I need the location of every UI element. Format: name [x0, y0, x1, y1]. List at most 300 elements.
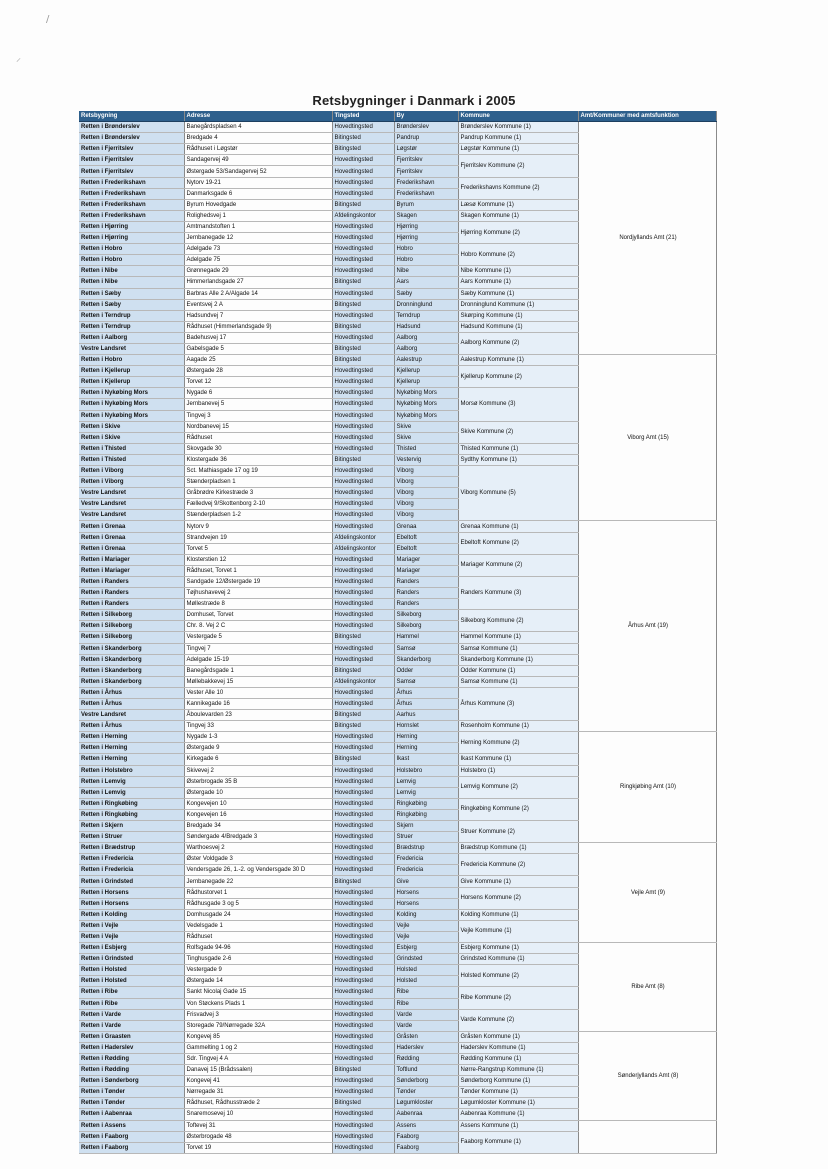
city-cell: Fjerritslev	[394, 166, 458, 177]
city-cell: Århus	[394, 698, 458, 709]
city-cell: Aalestrup	[394, 355, 458, 366]
address-cell: Tingvej 33	[184, 721, 332, 732]
tingsted-cell: Hovedtingsted	[332, 898, 394, 909]
building-cell: Retten i Grindsted	[79, 954, 184, 965]
address-cell: Nytorv 9	[184, 521, 332, 532]
city-cell: Esbjerg	[394, 943, 458, 954]
tingsted-cell: Hovedtingsted	[332, 1076, 394, 1087]
tingsted-cell: Hovedtingsted	[332, 987, 394, 998]
kommune-cell: Grindsted Kommune (1)	[458, 954, 578, 965]
kommune-cell: Sydthy Kommune (1)	[458, 454, 578, 465]
city-cell: Kjellerup	[394, 366, 458, 377]
building-cell: Retten i Silkeborg	[79, 621, 184, 632]
address-cell: Østerbrogade 35 B	[184, 776, 332, 787]
city-cell: Pandrup	[394, 133, 458, 144]
building-cell: Retten i Kjellerup	[79, 377, 184, 388]
address-cell: Gråbrødre Kirkestræde 3	[184, 488, 332, 499]
building-cell: Retten i Herning	[79, 754, 184, 765]
address-cell: Øster Voldgade 3	[184, 854, 332, 865]
kommune-cell: Ribe Kommune (2)	[458, 987, 578, 1009]
address-cell: Adelgade 15-19	[184, 654, 332, 665]
address-cell: Skovgade 30	[184, 443, 332, 454]
building-cell: Retten i Tønder	[79, 1098, 184, 1109]
address-cell: Domhusgade 24	[184, 909, 332, 920]
city-cell: Toftlund	[394, 1065, 458, 1076]
building-cell: Retten i Grenaa	[79, 521, 184, 532]
address-cell: Østergade 53/Sandagervej 52	[184, 166, 332, 177]
address-cell: Adelgade 73	[184, 244, 332, 255]
tingsted-cell: Bitingsted	[332, 321, 394, 332]
city-cell: Fjerritslev	[394, 155, 458, 166]
address-cell: Rådhuset	[184, 432, 332, 443]
city-cell: Byrum	[394, 199, 458, 210]
building-cell: Retten i Thisted	[79, 454, 184, 465]
building-cell: Retten i Skanderborg	[79, 654, 184, 665]
address-cell: Badehusvej 17	[184, 332, 332, 343]
building-cell: Retten i Struer	[79, 832, 184, 843]
building-cell: Retten i Randers	[79, 588, 184, 599]
address-cell: Rolfsgade 94-96	[184, 943, 332, 954]
tingsted-cell: Hovedtingsted	[332, 809, 394, 820]
address-cell: Tingvej 3	[184, 410, 332, 421]
city-cell: Herning	[394, 732, 458, 743]
building-cell: Retten i Nibe	[79, 277, 184, 288]
building-cell: Retten i Skanderborg	[79, 643, 184, 654]
city-cell: Skive	[394, 432, 458, 443]
building-cell: Retten i Lemvig	[79, 787, 184, 798]
city-cell: Aalborg	[394, 343, 458, 354]
tingsted-cell: Hovedtingsted	[332, 377, 394, 388]
building-cell: Retten i Herning	[79, 732, 184, 743]
amt-cell	[578, 1120, 716, 1153]
city-cell: Aabenraa	[394, 1109, 458, 1120]
kommune-cell: Samsø Kommune (1)	[458, 643, 578, 654]
tingsted-cell: Hovedtingsted	[332, 499, 394, 510]
address-cell: Vester Alle 10	[184, 687, 332, 698]
building-cell: Retten i Hobro	[79, 355, 184, 366]
tingsted-cell: Hovedtingsted	[332, 1053, 394, 1064]
tingsted-cell: Afdelingskontor	[332, 210, 394, 221]
column-header-by: By	[394, 111, 458, 122]
address-cell: Klostergade 36	[184, 454, 332, 465]
building-cell: Retten i Ringkøbing	[79, 798, 184, 809]
tingsted-cell: Hovedtingsted	[332, 1042, 394, 1053]
address-cell: Danmarksgade 6	[184, 188, 332, 199]
city-cell: Hobro	[394, 244, 458, 255]
kommune-cell: Kolding Kommune (1)	[458, 909, 578, 920]
city-cell: Sønderborg	[394, 1076, 458, 1087]
address-cell: Bredgade 34	[184, 821, 332, 832]
city-cell: Hjørring	[394, 221, 458, 232]
city-cell: Aalborg	[394, 332, 458, 343]
kommune-cell: Grenaa Kommune (1)	[458, 521, 578, 532]
tingsted-cell: Hovedtingsted	[332, 976, 394, 987]
city-cell: Aarhus	[394, 710, 458, 721]
kommune-cell: Aars Kommune (1)	[458, 277, 578, 288]
tingsted-cell: Hovedtingsted	[332, 310, 394, 321]
kommune-cell: Thisted Kommune (1)	[458, 443, 578, 454]
city-cell: Faaborg	[394, 1131, 458, 1142]
address-cell: Rådhuset, Torvet 1	[184, 565, 332, 576]
city-cell: Samsø	[394, 676, 458, 687]
page-title: Retsbygninger i Danmark i 2005	[312, 93, 516, 108]
city-cell: Skagen	[394, 210, 458, 221]
tingsted-cell: Hovedtingsted	[332, 687, 394, 698]
building-cell: Retten i Silkeborg	[79, 632, 184, 643]
tingsted-cell: Hovedtingsted	[332, 621, 394, 632]
kommune-cell: Holstebro (1)	[458, 765, 578, 776]
building-cell: Retten i Horsens	[79, 887, 184, 898]
address-cell: Barbras Alle 2 A/Algade 14	[184, 288, 332, 299]
kommune-cell: Pandrup Kommune (1)	[458, 133, 578, 144]
building-cell: Vestre Landsret	[79, 710, 184, 721]
building-cell: Retten i Grenaa	[79, 532, 184, 543]
amt-cell: Nordjyllands Amt (21)	[578, 122, 716, 355]
tingsted-cell: Hovedtingsted	[332, 521, 394, 532]
city-cell: Hammel	[394, 632, 458, 643]
city-cell: Dronninglund	[394, 299, 458, 310]
tingsted-cell: Hovedtingsted	[332, 743, 394, 754]
address-cell: Kongevejen 10	[184, 798, 332, 809]
building-cell: Retten i Århus	[79, 721, 184, 732]
city-cell: Assens	[394, 1120, 458, 1131]
address-cell: Kannikegade 16	[184, 698, 332, 709]
kommune-cell: Horsens Kommune (2)	[458, 887, 578, 909]
address-cell: Strandvejen 19	[184, 532, 332, 543]
building-cell: Retten i Hobro	[79, 255, 184, 266]
address-cell: Byrum Hovedgade	[184, 199, 332, 210]
tingsted-cell: Hovedtingsted	[332, 288, 394, 299]
building-cell: Retten i Nibe	[79, 266, 184, 277]
city-cell: Grenaa	[394, 521, 458, 532]
court-buildings-table	[79, 111, 717, 1154]
city-cell: Randers	[394, 599, 458, 610]
building-cell: Retten i Aabenraa	[79, 1109, 184, 1120]
tingsted-cell: Bitingsted	[332, 754, 394, 765]
city-cell: Grindsted	[394, 954, 458, 965]
city-cell: Holstebro	[394, 765, 458, 776]
city-cell: Viborg	[394, 466, 458, 477]
address-cell: Snaremosevej 10	[184, 1109, 332, 1120]
address-cell: Von Støckens Plads 1	[184, 998, 332, 1009]
city-cell: Nibe	[394, 266, 458, 277]
building-cell: Retten i Varde	[79, 1009, 184, 1020]
tingsted-cell: Hovedtingsted	[332, 920, 394, 931]
tingsted-cell: Hovedtingsted	[332, 854, 394, 865]
building-cell: Retten i Frederikshavn	[79, 210, 184, 221]
kommune-cell: Fjerritslev Kommune (2)	[458, 155, 578, 177]
address-cell: Rådhuset	[184, 931, 332, 942]
tingsted-cell: Bitingsted	[332, 454, 394, 465]
address-cell: Gammelting 1 og 2	[184, 1042, 332, 1053]
kommune-cell: Give Kommune (1)	[458, 876, 578, 887]
city-cell: Randers	[394, 588, 458, 599]
tingsted-cell: Hovedtingsted	[332, 421, 394, 432]
city-cell: Terndrup	[394, 310, 458, 321]
kommune-cell: Dronninglund Kommune (1)	[458, 299, 578, 310]
city-cell: Herning	[394, 743, 458, 754]
address-cell: Grønnegade 29	[184, 266, 332, 277]
city-cell: Silkeborg	[394, 621, 458, 632]
tingsted-cell: Hovedtingsted	[332, 1020, 394, 1031]
building-cell: Retten i Terndrup	[79, 321, 184, 332]
city-cell: Mariager	[394, 554, 458, 565]
tingsted-cell: Hovedtingsted	[332, 965, 394, 976]
city-cell: Gråsten	[394, 1031, 458, 1042]
address-cell: Stænderpladsen 1	[184, 477, 332, 488]
scan-mark: ⸝	[16, 53, 21, 64]
table-body	[79, 122, 716, 1154]
tingsted-cell: Hovedtingsted	[332, 1131, 394, 1142]
tingsted-cell: Hovedtingsted	[332, 443, 394, 454]
city-cell: Kjellerup	[394, 377, 458, 388]
address-cell: Banegårdspladsen 4	[184, 122, 332, 133]
amt-cell: Århus Amt (19)	[578, 521, 716, 732]
building-cell: Retten i Skanderborg	[79, 665, 184, 676]
tingsted-cell: Hovedtingsted	[332, 787, 394, 798]
address-cell: Vedelsgade 1	[184, 920, 332, 931]
address-cell: Kirkegade 6	[184, 754, 332, 765]
address-cell: Østergade 9	[184, 743, 332, 754]
amt-cell: Vejle Amt (9)	[578, 843, 716, 943]
tingsted-cell: Hovedtingsted	[332, 554, 394, 565]
address-cell: Frisvadvej 3	[184, 1009, 332, 1020]
city-cell: Hadsund	[394, 321, 458, 332]
building-cell: Retten i Ribe	[79, 987, 184, 998]
building-cell: Retten i Horsens	[79, 898, 184, 909]
kommune-cell: Ikast Kommune (1)	[458, 754, 578, 765]
city-cell: Viborg	[394, 477, 458, 488]
address-cell: Sankt Nicolaj Gade 15	[184, 987, 332, 998]
column-header-adresse: Adresse	[184, 111, 332, 122]
amt-cell: Ribe Amt (8)	[578, 943, 716, 1032]
city-cell: Vestervig	[394, 454, 458, 465]
address-cell: Jernbanevej 5	[184, 399, 332, 410]
city-cell: Hjørring	[394, 233, 458, 244]
address-cell: Eventsvej 2 A	[184, 299, 332, 310]
building-cell: Retten i Skanderborg	[79, 676, 184, 687]
building-cell: Retten i Sæby	[79, 299, 184, 310]
tingsted-cell: Hovedtingsted	[332, 510, 394, 521]
kommune-cell: Skagen Kommune (1)	[458, 210, 578, 221]
address-cell: Kongevej 41	[184, 1076, 332, 1087]
city-cell: Ringkøbing	[394, 798, 458, 809]
kommune-cell: Herning Kommune (2)	[458, 732, 578, 754]
address-cell: Østergade 28	[184, 366, 332, 377]
building-cell: Retten i Varde	[79, 1020, 184, 1031]
city-cell: Nykøbing Mors	[394, 388, 458, 399]
table-row	[79, 943, 716, 954]
building-cell: Retten i Skjern	[79, 821, 184, 832]
city-cell: Skjern	[394, 821, 458, 832]
address-cell: Banegårdsgade 1	[184, 665, 332, 676]
city-cell: Nykøbing Mors	[394, 410, 458, 421]
kommune-cell: Løgumkloster Kommune (1)	[458, 1098, 578, 1109]
address-cell: Møllebakkevej 15	[184, 676, 332, 687]
address-cell: Vestergade 5	[184, 632, 332, 643]
city-cell: Frederikshavn	[394, 188, 458, 199]
building-cell: Retten i Faaborg	[79, 1142, 184, 1153]
tingsted-cell: Hovedtingsted	[332, 821, 394, 832]
building-cell: Retten i Faaborg	[79, 1131, 184, 1142]
kommune-cell: Skørping Kommune (1)	[458, 310, 578, 321]
tingsted-cell: Hovedtingsted	[332, 998, 394, 1009]
building-cell: Retten i Kolding	[79, 909, 184, 920]
city-cell: Lemvig	[394, 787, 458, 798]
city-cell: Horsens	[394, 898, 458, 909]
kommune-cell: Sæby Kommune (1)	[458, 288, 578, 299]
tingsted-cell: Bitingsted	[332, 133, 394, 144]
kommune-cell: Holsted Kommune (2)	[458, 965, 578, 987]
tingsted-cell: Hovedtingsted	[332, 1120, 394, 1131]
kommune-cell: Haderslev Kommune (1)	[458, 1042, 578, 1053]
kommune-cell: Skive Kommune (2)	[458, 421, 578, 443]
city-cell: Ribe	[394, 998, 458, 1009]
building-cell: Retten i Mariager	[79, 565, 184, 576]
kommune-cell: Hammel Kommune (1)	[458, 632, 578, 643]
building-cell: Retten i Nykøbing Mors	[79, 399, 184, 410]
building-cell: Retten i Fjerritslev	[79, 144, 184, 155]
city-cell: Kolding	[394, 909, 458, 920]
building-cell: Retten i Århus	[79, 698, 184, 709]
building-cell: Retten i Hjørring	[79, 233, 184, 244]
amt-cell: Sønderjyllands Amt (8)	[578, 1031, 716, 1120]
tingsted-cell: Hovedtingsted	[332, 188, 394, 199]
kommune-cell: Fredericia Kommune (2)	[458, 854, 578, 876]
column-header-kommune: Kommune	[458, 111, 578, 122]
address-cell: Bredgade 4	[184, 133, 332, 144]
tingsted-cell: Hovedtingsted	[332, 122, 394, 133]
city-cell: Århus	[394, 687, 458, 698]
building-cell: Vestre Landsret	[79, 488, 184, 499]
tingsted-cell: Hovedtingsted	[332, 366, 394, 377]
kommune-cell: Aalestrup Kommune (1)	[458, 355, 578, 366]
table-row	[79, 843, 716, 854]
tingsted-cell: Bitingsted	[332, 277, 394, 288]
kommune-cell: Skanderborg Kommune (1)	[458, 654, 578, 665]
address-cell: Rolighedsvej 1	[184, 210, 332, 221]
building-cell: Retten i Mariager	[79, 554, 184, 565]
tingsted-cell: Hovedtingsted	[332, 654, 394, 665]
building-cell: Retten i Vejle	[79, 931, 184, 942]
building-cell: Retten i Grenaa	[79, 543, 184, 554]
building-cell: Retten i Rødding	[79, 1065, 184, 1076]
kommune-cell: Assens Kommune (1)	[458, 1120, 578, 1131]
building-cell: Retten i Lemvig	[79, 776, 184, 787]
address-cell: Østerbrogade 48	[184, 1131, 332, 1142]
tingsted-cell: Bitingsted	[332, 144, 394, 155]
kommune-cell: Rosenholm Kommune (1)	[458, 721, 578, 732]
building-cell: Retten i Sæby	[79, 288, 184, 299]
tingsted-cell: Hovedtingsted	[332, 244, 394, 255]
address-cell: Nytorv 19-21	[184, 177, 332, 188]
kommune-cell: Ebeltoft Kommune (2)	[458, 532, 578, 554]
city-cell: Skive	[394, 421, 458, 432]
city-cell: Varde	[394, 1009, 458, 1020]
kommune-cell: Kjellerup Kommune (2)	[458, 366, 578, 388]
address-cell: Amtmandstoften 1	[184, 221, 332, 232]
tingsted-cell: Hovedtingsted	[332, 1087, 394, 1098]
address-cell: Himmerlandsgade 27	[184, 277, 332, 288]
building-cell: Retten i Holsted	[79, 965, 184, 976]
tingsted-cell: Hovedtingsted	[332, 1031, 394, 1042]
address-cell: Tinghusgade 2-6	[184, 954, 332, 965]
tingsted-cell: Bitingsted	[332, 355, 394, 366]
tingsted-cell: Bitingsted	[332, 710, 394, 721]
kommune-cell: Odder Kommune (1)	[458, 665, 578, 676]
tingsted-cell: Afdelingskontor	[332, 676, 394, 687]
tingsted-cell: Hovedtingsted	[332, 610, 394, 621]
kommune-cell: Rødding Kommune (1)	[458, 1053, 578, 1064]
kommune-cell: Århus Kommune (3)	[458, 687, 578, 720]
tingsted-cell: Hovedtingsted	[332, 221, 394, 232]
kommune-cell: Sønderborg Kommune (1)	[458, 1076, 578, 1087]
kommune-cell: Gråsten Kommune (1)	[458, 1031, 578, 1042]
address-cell: Nygade 6	[184, 388, 332, 399]
city-cell: Løgumkloster	[394, 1098, 458, 1109]
building-cell: Retten i Skive	[79, 421, 184, 432]
kommune-cell: Tønder Kommune (1)	[458, 1087, 578, 1098]
address-cell: Adelgade 75	[184, 255, 332, 266]
address-cell: Søndergade 4/Bredgade 3	[184, 832, 332, 843]
kommune-cell: Hadsund Kommune (1)	[458, 321, 578, 332]
kommune-cell: Brædstrup Kommune (1)	[458, 843, 578, 854]
kommune-cell: Struer Kommune (2)	[458, 821, 578, 843]
city-cell: Vejle	[394, 931, 458, 942]
tingsted-cell: Bitingsted	[332, 1065, 394, 1076]
address-cell: Jernbanegade 12	[184, 233, 332, 244]
kommune-cell: Mariager Kommune (2)	[458, 554, 578, 576]
kommune-cell: Vejle Kommune (1)	[458, 920, 578, 942]
building-cell: Retten i Fredericia	[79, 865, 184, 876]
building-cell: Retten i Hobro	[79, 244, 184, 255]
amt-cell: Viborg Amt (15)	[578, 355, 716, 521]
building-cell: Retten i Fredericia	[79, 854, 184, 865]
kommune-cell: Morsø Kommune (3)	[458, 388, 578, 421]
address-cell: Rådhustorvet 1	[184, 887, 332, 898]
tingsted-cell: Bitingsted	[332, 876, 394, 887]
city-cell: Give	[394, 876, 458, 887]
city-cell: Skanderborg	[394, 654, 458, 665]
kommune-cell: Faaborg Kommune (1)	[458, 1131, 578, 1153]
kommune-cell: Silkeborg Kommune (2)	[458, 610, 578, 632]
address-cell: Skivevej 2	[184, 765, 332, 776]
address-cell: Stænderpladsen 1-2	[184, 510, 332, 521]
tingsted-cell: Hovedtingsted	[332, 698, 394, 709]
kommune-cell: Løgstør Kommune (1)	[458, 144, 578, 155]
tingsted-cell: Hovedtingsted	[332, 410, 394, 421]
tingsted-cell: Hovedtingsted	[332, 1009, 394, 1020]
city-cell: Samsø	[394, 643, 458, 654]
city-cell: Fredericia	[394, 865, 458, 876]
tingsted-cell: Hovedtingsted	[332, 887, 394, 898]
city-cell: Odder	[394, 665, 458, 676]
tingsted-cell: Hovedtingsted	[332, 388, 394, 399]
city-cell: Lemvig	[394, 776, 458, 787]
building-cell: Retten i Terndrup	[79, 310, 184, 321]
building-cell: Retten i Holstebro	[79, 765, 184, 776]
address-cell: Warthoesvej 2	[184, 843, 332, 854]
building-cell: Retten i Fjerritslev	[79, 166, 184, 177]
tingsted-cell: Hovedtingsted	[332, 266, 394, 277]
table-row	[79, 355, 716, 366]
address-cell: Nordbanevej 15	[184, 421, 332, 432]
tingsted-cell: Hovedtingsted	[332, 177, 394, 188]
building-cell: Retten i Randers	[79, 576, 184, 587]
address-cell: Torvet 12	[184, 377, 332, 388]
city-cell: Ikast	[394, 754, 458, 765]
building-cell: Retten i Assens	[79, 1120, 184, 1131]
